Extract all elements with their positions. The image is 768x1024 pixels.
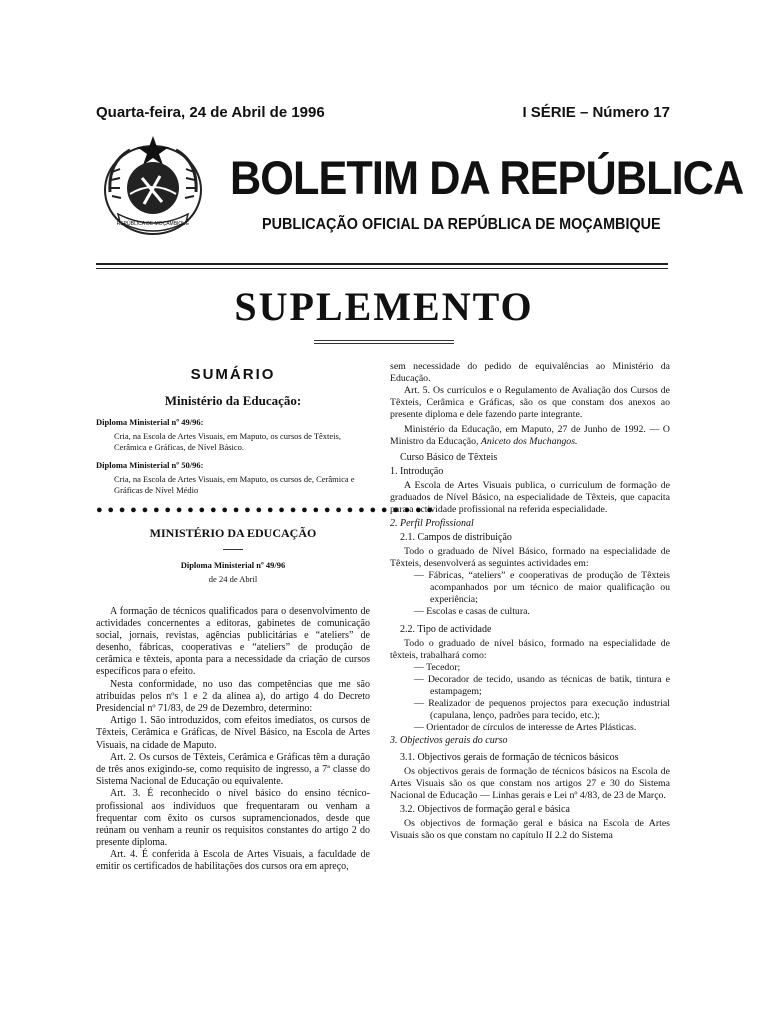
ministry-title: MINISTÉRIO DA EDUCAÇÃO	[149, 525, 317, 540]
body-paragraph: Art. 4. É conferida à Escola de Artes Visuais, a faculdade de emitir os certificados de habilitações dos cursos ora em apreço,	[96, 849, 370, 873]
minister-name: Aniceto dos Muchangos.	[480, 435, 578, 447]
diploma-date: de 24 de Abril	[208, 573, 258, 584]
continued-paragraph: sem necessidade do pedido de equivalências ao Ministério da Educação.	[390, 361, 670, 384]
section-heading: 2. Perfil Profissional	[390, 517, 474, 529]
summary-diploma-label: Diploma Ministerial nº 49/96:	[96, 417, 204, 427]
list-item: — Tecedor;	[414, 661, 461, 673]
supplement-title: SUPLEMENTO	[234, 284, 534, 329]
course-title: Curso Básico de Têxteis	[400, 451, 498, 463]
issue-series: I SÉRIE – Número 17	[522, 104, 670, 121]
ministry-rule	[223, 549, 243, 550]
diploma-number: Diploma Ministerial nº 49/96	[180, 559, 286, 570]
section-heading: 3. Objectivos gerais do curso	[390, 735, 508, 747]
header-rule	[96, 263, 668, 265]
list-item: — Orientador de círculos de interesse de Artes Plásticas.	[414, 721, 637, 733]
list-item: — Fábricas, “ateliers” e cooperativas de produção de Têxteis acompanhados por um técnico de maior qualificação ou experiência;	[414, 570, 670, 605]
body-paragraph: Nesta conformidade, no uso das competências que me são atribuídas pelos nºs 1 e 2 da alínea a), do artigo 4 do Decreto Presidencial nº 71/83, de 29 de Dezembro, determino:	[96, 678, 370, 714]
section-text: Todo o graduado de Nível Básico, formado na especialidade de Têxteis, desenvolverá as seguintes actividades em:	[390, 546, 670, 570]
section-text: Os objectivos gerais de formação de técnicos básicos na Escola de Artes Visuais são os que constam nos artigos 27 e 30 do Sistema Nacional de Educação — Linhas gerais e Lei nº 4/83, de 23 de Março.	[390, 765, 670, 801]
supplement-rule	[314, 340, 454, 341]
national-emblem-icon	[100, 132, 206, 240]
subsection-heading: 2.2. Tipo de actividade	[400, 623, 492, 635]
header-rule-thin	[96, 268, 668, 269]
dotted-separator: ● ● ● ● ● ● ● ● ● ● ● ● ● ● ● ● ● ● ● ● ● ● ● ● ● ● ● ● ● ●	[96, 503, 435, 516]
right-column	[390, 361, 670, 842]
summary-heading: SUMÁRIO	[190, 366, 276, 383]
supplement-rule-2	[314, 343, 454, 344]
list-item: — Escolas e casas de cultura.	[414, 605, 530, 617]
signature-text: Ministério da Educação, em Maputo, 27 de Junho de 1992. — O Ministro da Educação,	[390, 423, 670, 447]
body-paragraph: Art. 2. Os cursos de Têxteis, Cerâmica e Gráficas têm a duração de três anos exigindo-se, como requisito de ingresso, a 7ª classe do Sistema Nacional de Educação ou equivalente.	[96, 751, 370, 788]
summary-ministry: Ministério da Educação:	[164, 393, 302, 408]
page-title: BOLETIM DA REPÚBLICA	[230, 151, 744, 204]
summary-diploma-desc: Cria, na Escola de Artes Visuais, em Maputo, os cursos de, Cerâmica e Gráficas de Nível Médio	[114, 474, 355, 495]
subsection-heading: 3.2. Objectivos de formação geral e básica	[400, 803, 570, 815]
body-paragraph: A formação de técnicos qualificados para o desenvolvimento de actividades concernentes a editoras, gabinetes de comunicação social, jornais, revistas, agências publicitárias e “ateliers” de desenho, fábricas, cooperativas e “ateliers” de produção de cerâmica e têxteis, aponta para a necessidade da criação de cursos específicos para o efeito.	[96, 605, 370, 678]
section-text: Os objectivos de formação geral e básica na Escola de Artes Visuais são os que constam no capítulo II 2.2 do Sistema	[390, 817, 670, 841]
section-heading: 1. Introdução	[390, 465, 444, 477]
subsection-heading: 2.1. Campos de distribuição	[400, 531, 512, 543]
body-paragraph: Art. 3. É reconhecido o nível básico do ensino técnico-profissional aos indivíduos que frequentaram ou venham a frequentar com êxito os cursos supramencionados, desde que reúnam ou venham a reunir os requisitos constantes do artigo 2 do presente diploma.	[96, 788, 370, 849]
subsection-heading: 3.1. Objectivos gerais de formação de técnicos básicos	[400, 751, 619, 763]
list-item: — Realizador de pequenos projectos para execução industrial (capulana, lenço, padrões para tecido, etc.);	[414, 697, 670, 721]
signature-line	[390, 424, 670, 448]
article-5: Art. 5. Os currículos e o Regulamento de Avaliação dos Cursos de Têxteis, Cerâmica e Gráficas, são os que constam dos anexos ao presente diploma e dele fazendo parte integrante.	[390, 384, 670, 420]
list-item: — Decorador de tecido, usando as técnicas de batik, tintura e estampagem;	[414, 673, 670, 697]
body-paragraph: Artigo 1. São introduzidos, com efeitos imediatos, os cursos de Têxteis, Cerâmica e Gráficas, de Nível Básico, na Escola de Artes Visuais, na cidade de Maputo.	[96, 715, 370, 751]
section-text: A Escola de Artes Visuais publica, o curriculum de formação de graduados de Nível Básico, na especialidade de Têxteis, que capacita para a actividade profissional na referida especialidade.	[390, 479, 670, 515]
page-subtitle: PUBLICAÇÃO OFICIAL DA REPÚBLICA DE MOÇAMBIQUE	[262, 216, 661, 233]
section-text: Todo o graduado de nível básico, formado na especialidade de têxteis, trabalhará como:	[390, 637, 670, 661]
issue-date: Quarta-feira, 24 de Abril de 1996	[96, 104, 325, 121]
summary-diploma-label: Diploma Ministerial nº 50/96:	[96, 460, 204, 471]
svg-text:REPÚBLICA DE MOÇAMBIQUE: REPÚBLICA DE MOÇAMBIQUE	[116, 221, 190, 227]
summary-diploma-desc: Cria, na Escola de Artes Visuais, em Maputo, os cursos de Têxteis, Cerâmica e Gráficas, de Nível Básico.	[114, 431, 341, 452]
